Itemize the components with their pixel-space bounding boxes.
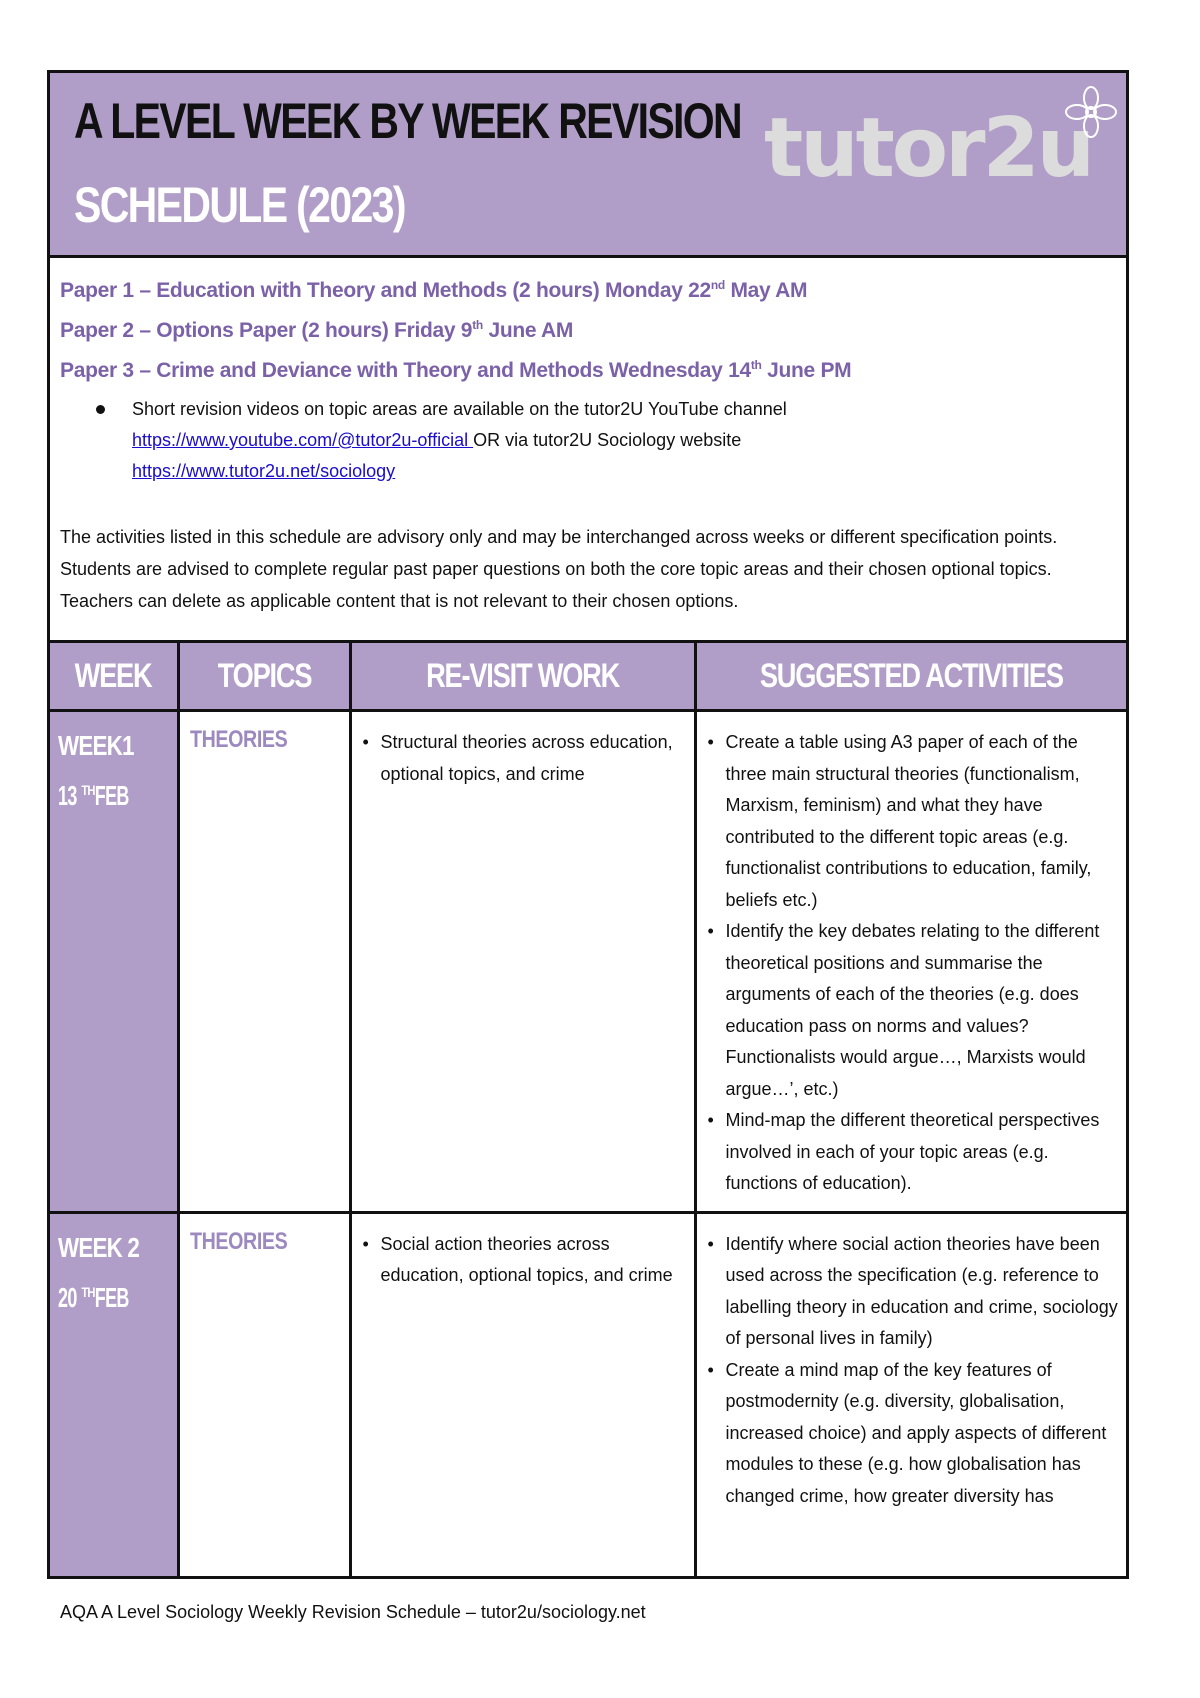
logo-text: tutor2u: [764, 101, 1092, 196]
advisory-text: The activities listed in this schedule are advisory only and may be interchanged across weeks or different specification points. Students are advised to complete regular past paper questions on both the core topic areas and their chosen optional topics. Teachers can delete as applicable content that is not relevant to their chosen options.: [60, 527, 1058, 611]
header-band: [50, 73, 1126, 258]
page-title: A LEVEL WEEK BY WEEK REVISION: [74, 93, 742, 149]
list-item: • Mind-map the different theoretical perspectives involved in each of your topic areas (e.g. functions of education).: [726, 1105, 1120, 1200]
topic-cell: THEORIES: [178, 1212, 350, 1576]
week-cell: WEEK1 13 $^{TH}$FEB: [50, 711, 178, 1213]
flower-icon: [1064, 85, 1118, 139]
resource-list: [60, 394, 1116, 487]
youtube-link[interactable]: https://www.youtube.com/@tutor2u-official: [132, 430, 474, 450]
list-item: • Create a mind map of the key features of postmodernity (e.g. diversity, globalisation, increased choice) and apply aspects of different modules to these (e.g. how globalisation has changed crime, how greater diversity has: [726, 1355, 1120, 1513]
schedule-frame: [47, 70, 1129, 1579]
table-row: [50, 711, 1126, 1213]
column-header-topics: TOPICS: [178, 643, 350, 711]
paper-1-line: Paper 1 – Education with Theory and Methods (2 hours) Monday 22nd May AM: [60, 278, 808, 302]
revisit-cell: [350, 1212, 695, 1576]
activities-cell: [695, 711, 1126, 1213]
activities-cell: [695, 1212, 1126, 1576]
topic-cell: THEORIES: [178, 711, 350, 1213]
paper-3-line: Paper 3 – Crime and Deviance with Theory and Methods Wednesday 14th June PM: [60, 358, 852, 382]
table-row: [50, 1212, 1126, 1576]
list-item: • Create a table using A3 paper of each of the three main structural theories (functionalism, Marxism, feminism) and what they have contributed to the different topic areas (e.g. functionalist contributions to education, family, beliefs etc.): [726, 727, 1120, 916]
column-header-week: WEEK: [50, 643, 178, 711]
list-item: • Social action theories across education, optional topics, and crime: [381, 1229, 687, 1292]
resource-item: Short revision videos on topic areas are available on the tutor2U YouTube channel https://www.youtube.com/@tutor2u-official OR via tutor2U Sociology website https://www.tutor2u.net/sociology: [132, 394, 1116, 487]
page-footer: AQA A Level Sociology Weekly Revision Schedule – tutor2u/sociology.net: [60, 1602, 646, 1622]
week-cell: WEEK 2 20 $^{TH}$FEB: [50, 1212, 178, 1576]
tutor2u-sociology-link[interactable]: https://www.tutor2u.net/sociology: [132, 461, 396, 481]
list-item: • Identify the key debates relating to the different theoretical positions and summarise the arguments of each of the theories (e.g. does education pass on norms and values? Functionalists would argue…, Marxists would argue…’, etc.): [726, 916, 1120, 1105]
column-header-revisit: RE-VISIT WORK: [350, 643, 695, 711]
revisit-cell: [350, 711, 695, 1213]
exam-info-section: [50, 258, 1126, 643]
table-header-row: [50, 643, 1126, 711]
list-item: • Identify where social action theories have been used across the specification (e.g. reference to labelling theory in education and crime, sociology of personal lives in family): [726, 1229, 1120, 1355]
tutor2u-logo: [764, 91, 1092, 221]
column-header-activities: SUGGESTED ACTIVITIES: [695, 643, 1126, 711]
revision-schedule-table: [50, 643, 1126, 1576]
page-subtitle: SCHEDULE (2023): [74, 177, 405, 233]
paper-2-line: Paper 2 – Options Paper (2 hours) Friday 9th June AM: [60, 318, 574, 342]
list-item: • Structural theories across education, optional topics, and crime: [381, 727, 687, 790]
